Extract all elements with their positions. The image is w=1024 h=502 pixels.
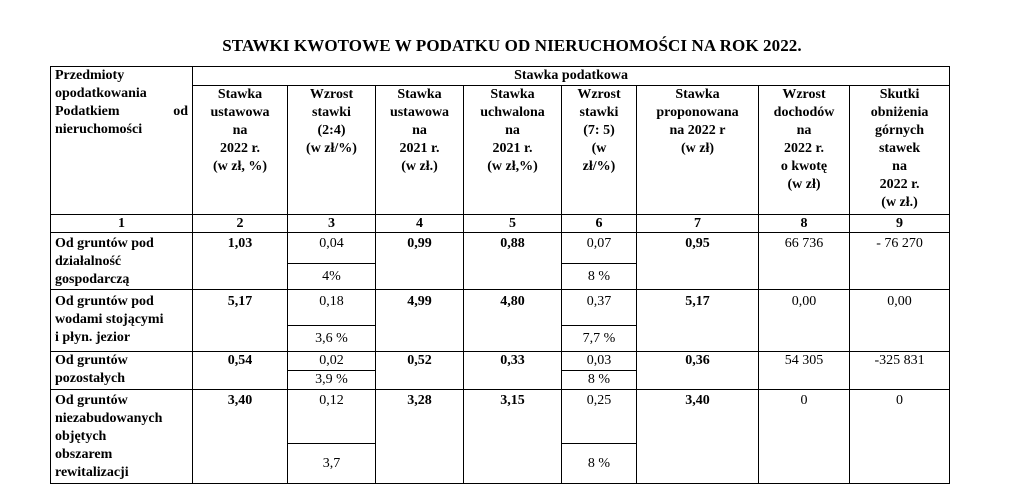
column-number: 1: [51, 215, 193, 233]
cell-reduction-effect: 0: [850, 390, 950, 484]
cell-increase-percent: 3,7: [288, 444, 376, 484]
document-title: STAWKI KWOTOWE W PODATKU OD NIERUCHOMOŚCI NA ROK 2022.: [222, 36, 802, 55]
header-col-2: Stawka ustawowa na 2022 r. (w zł, %): [193, 86, 288, 215]
cell-income-increase: 54 305: [759, 352, 850, 390]
header-row-group: [51, 67, 950, 86]
column-number: 6: [562, 215, 637, 233]
cell-rate-2021: 0,52: [376, 352, 464, 390]
cell-increase-value: 0,04: [288, 233, 376, 264]
cell-proposed-2022: 0,36: [637, 352, 759, 390]
header-col-6: Wzrost stawki (7: 5) (w zł/%): [562, 86, 637, 215]
row-subject: Od gruntów pod działalność gospodarczą: [51, 233, 193, 290]
cell-increase-value: 0,12: [288, 390, 376, 444]
cell-adopted-2021: 3,15: [464, 390, 562, 484]
column-number: 8: [759, 215, 850, 233]
column-number: 9: [850, 215, 950, 233]
cell-increase-value: 0,37: [562, 290, 637, 326]
column-number: 3: [288, 215, 376, 233]
row-subject: Od gruntów pozostałych: [51, 352, 193, 390]
header-subject-line: Przedmioty: [55, 68, 125, 83]
cell-rate-2022: 5,17: [193, 290, 288, 352]
tax-rates-table: [50, 66, 950, 484]
column-number: 7: [637, 215, 759, 233]
cell-increase-percent: 4%: [288, 264, 376, 290]
header-group-cell: Stawka podatkowa: [193, 67, 950, 86]
cell-rate-2021: 0,99: [376, 233, 464, 290]
cell-increase-value: 0,07: [562, 233, 637, 264]
cell-rate-2022: 0,54: [193, 352, 288, 390]
table-row: [51, 290, 950, 326]
header-col-7: Stawka proponowana na 2022 r (w zł): [637, 86, 759, 215]
cell-increase-percent: 8 %: [562, 264, 637, 290]
cell-adopted-2021: 0,33: [464, 352, 562, 390]
header-col-8: Wzrost dochodów na 2022 r. o kwotę (w zł): [759, 86, 850, 215]
cell-rate-2021: 4,99: [376, 290, 464, 352]
header-col-5: Stawka uchwalona na 2021 r. (w zł,%): [464, 86, 562, 215]
cell-increase-percent: 7,7 %: [562, 326, 637, 352]
cell-proposed-2022: 5,17: [637, 290, 759, 352]
cell-increase-value: 0,18: [288, 290, 376, 326]
cell-income-increase: 0: [759, 390, 850, 484]
column-numbers-row: [51, 215, 950, 233]
row-subject: Od gruntów niezabudowanych objętych obszarem rewitalizacji: [51, 390, 193, 484]
header-subject-line: nieruchomości: [55, 122, 143, 137]
header-col-9: Skutki obniżenia górnych stawek na 2022 r. (w zł.): [850, 86, 950, 215]
column-number: 4: [376, 215, 464, 233]
cell-income-increase: 66 736: [759, 233, 850, 290]
cell-increase-value: 0,03: [562, 352, 637, 371]
table-row: [51, 233, 950, 264]
cell-increase-value: 0,02: [288, 352, 376, 371]
table-row: [51, 352, 950, 371]
cell-proposed-2022: 0,95: [637, 233, 759, 290]
header-col-4: Stawka ustawowa na 2021 r. (w zł.): [376, 86, 464, 215]
cell-increase-percent: 8 %: [562, 444, 637, 484]
cell-proposed-2022: 3,40: [637, 390, 759, 484]
cell-income-increase: 0,00: [759, 290, 850, 352]
table-row: [51, 390, 950, 444]
cell-adopted-2021: 4,80: [464, 290, 562, 352]
column-number: 2: [193, 215, 288, 233]
header-col-3: Wzrost stawki (2:4) (w zł/%): [288, 86, 376, 215]
column-number: 5: [464, 215, 562, 233]
cell-increase-percent: 3,9 %: [288, 371, 376, 390]
cell-adopted-2021: 0,88: [464, 233, 562, 290]
cell-increase-percent: 3,6 %: [288, 326, 376, 352]
row-subject: Od gruntów pod wodami stojącymi i płyn. jezior: [51, 290, 193, 352]
cell-increase-percent: 8 %: [562, 371, 637, 390]
cell-rate-2022: 3,40: [193, 390, 288, 484]
cell-reduction-effect: 0,00: [850, 290, 950, 352]
cell-rate-2021: 3,28: [376, 390, 464, 484]
header-subject-line: opodatkowania: [55, 86, 147, 101]
header-subject-line: Podatkiem od: [55, 104, 188, 119]
cell-reduction-effect: -325 831: [850, 352, 950, 390]
header-subject-cell: [51, 67, 193, 215]
cell-rate-2022: 1,03: [193, 233, 288, 290]
cell-increase-value: 0,25: [562, 390, 637, 444]
cell-reduction-effect: - 76 270: [850, 233, 950, 290]
